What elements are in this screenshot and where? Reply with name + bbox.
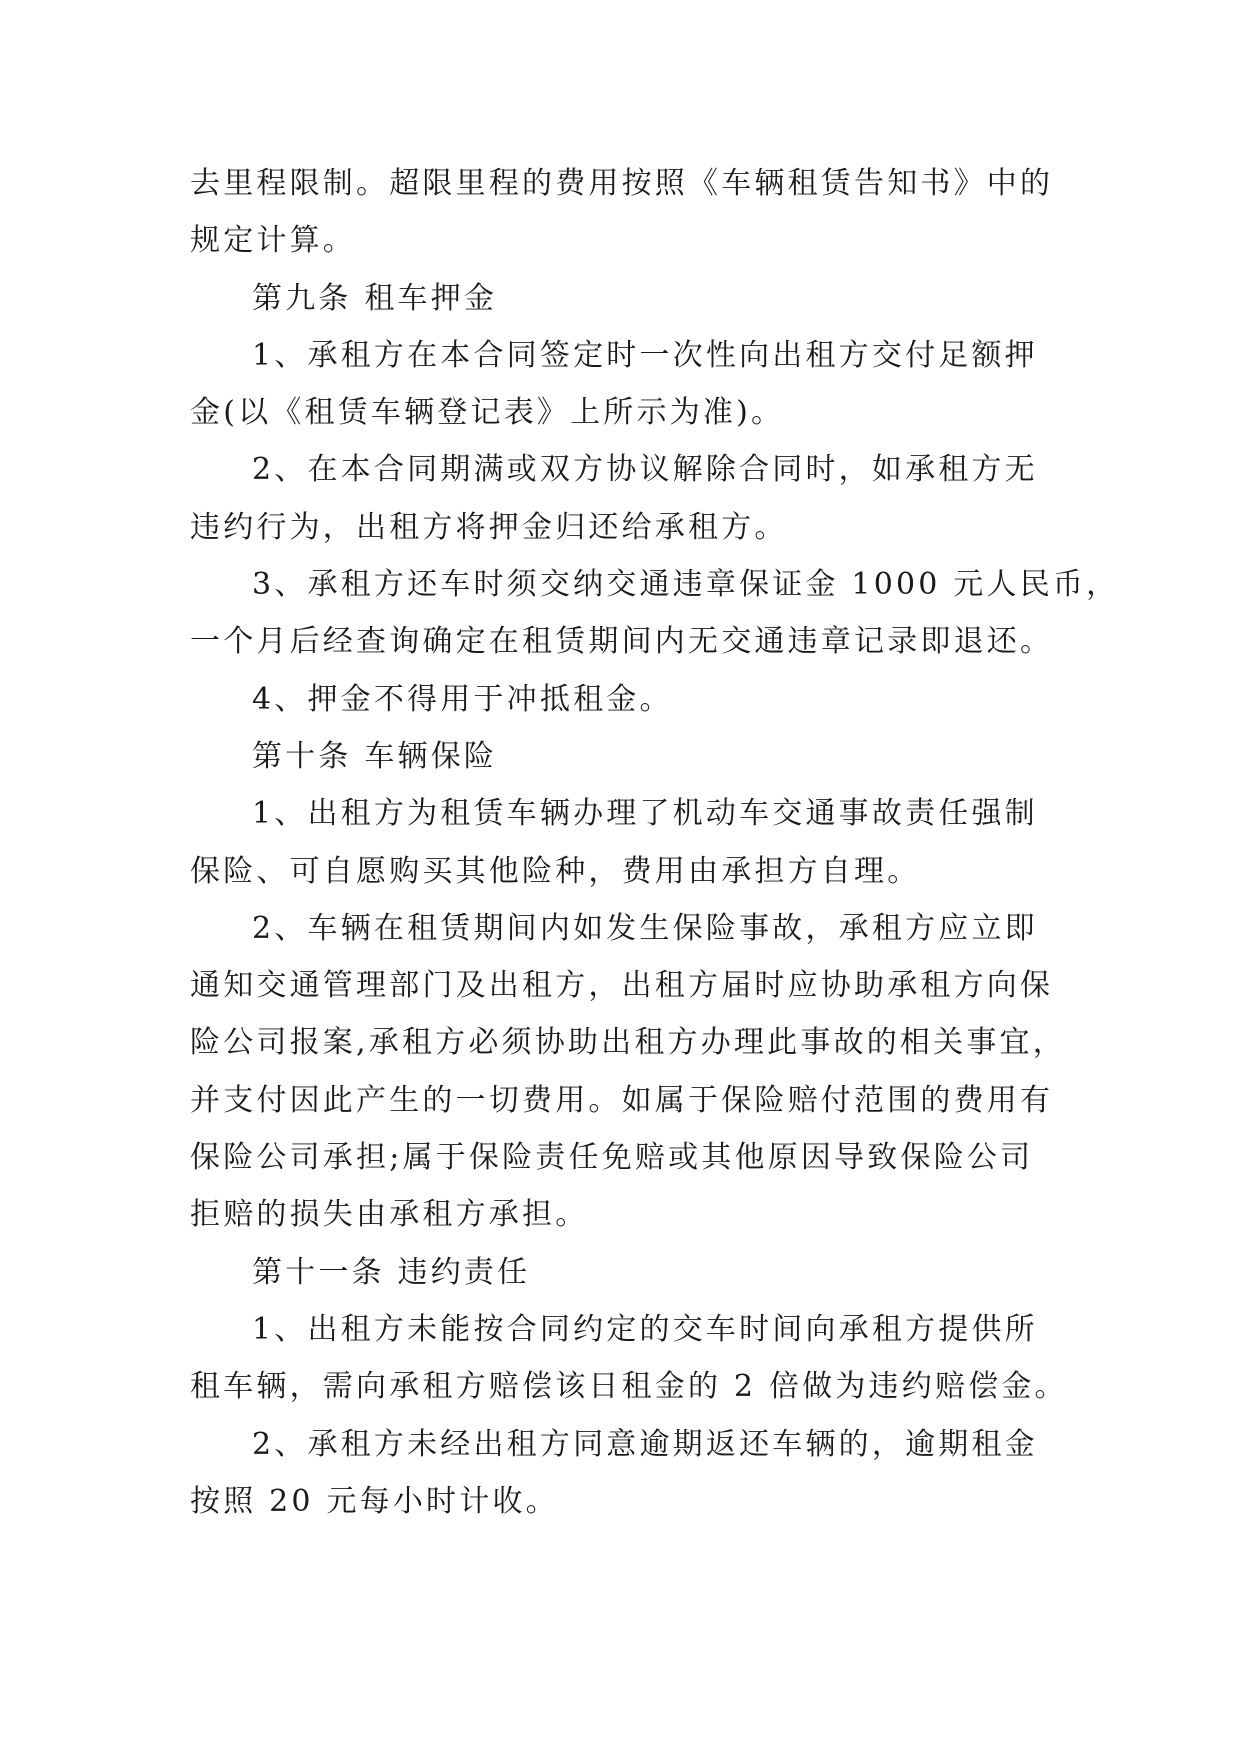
text-line: 通知交通管理部门及出租方，出租方届时应协助承租方向保 [190, 968, 1054, 1004]
text-line: 违约行为，出租方将押金归还给承租方。 [190, 509, 788, 545]
text-line: 第九条 租车押金 [252, 280, 498, 316]
text-line: 1、出租方为租赁车辆办理了机动车交通事故责任强制 [252, 796, 1038, 832]
text-line: 拒赔的损失由承租方承担。 [190, 1197, 589, 1233]
text-line: 1、承租方在本合同签定时一次性向出租方交付足额押 [252, 337, 1038, 373]
text-line: 金(以《租赁车辆登记表》上所示为准)。 [190, 395, 785, 431]
text-line: 1、出租方未能按合同约定的交车时间向承租方提供所 [252, 1311, 1038, 1347]
text-line: 一个月后经查询确定在租赁期间内无交通违章记录即退还。 [190, 624, 1054, 660]
text-line: 2、在本合同期满或双方协议解除合同时，如承租方无 [252, 452, 1038, 488]
text-line: 2、车辆在租赁期间内如发生保险事故，承租方应立即 [252, 910, 1038, 946]
text-line: 2、承租方未经出租方同意逾期返还车辆的，逾期租金 [252, 1426, 1038, 1462]
text-line: 保险、可自愿购买其他险种，费用由承担方自理。 [190, 853, 921, 889]
text-line: 3、承租方还车时须交纳交通违章保证金 1000 元人民币， [252, 567, 1120, 603]
text-line: 按照 20 元每小时计收。 [190, 1483, 559, 1519]
text-line: 第十条 车辆保险 [252, 738, 498, 774]
text-line: 并支付因此产生的一切费用。如属于保险赔付范围的费用有 [190, 1082, 1054, 1118]
text-line: 4、押金不得用于冲抵租金。 [252, 681, 673, 717]
text-line: 保险公司承担;属于保险责任免赔或其他原因导致保险公司 [190, 1140, 1034, 1176]
text-line: 去里程限制。超限里程的费用按照《车辆租赁告知书》中的 [190, 166, 1054, 201]
text-line: 规定计算。 [190, 223, 356, 259]
text-line: 租车辆，需向承租方赔偿该日租金的 2 倍做为违约赔偿金。 [190, 1369, 1068, 1405]
document-body [190, 155, 1120, 1530]
text-line: 险公司报案,承租方必须协助出租方办理此事故的相关事宜， [190, 1025, 1066, 1061]
text-line: 第十一条 违约责任 [252, 1254, 531, 1290]
